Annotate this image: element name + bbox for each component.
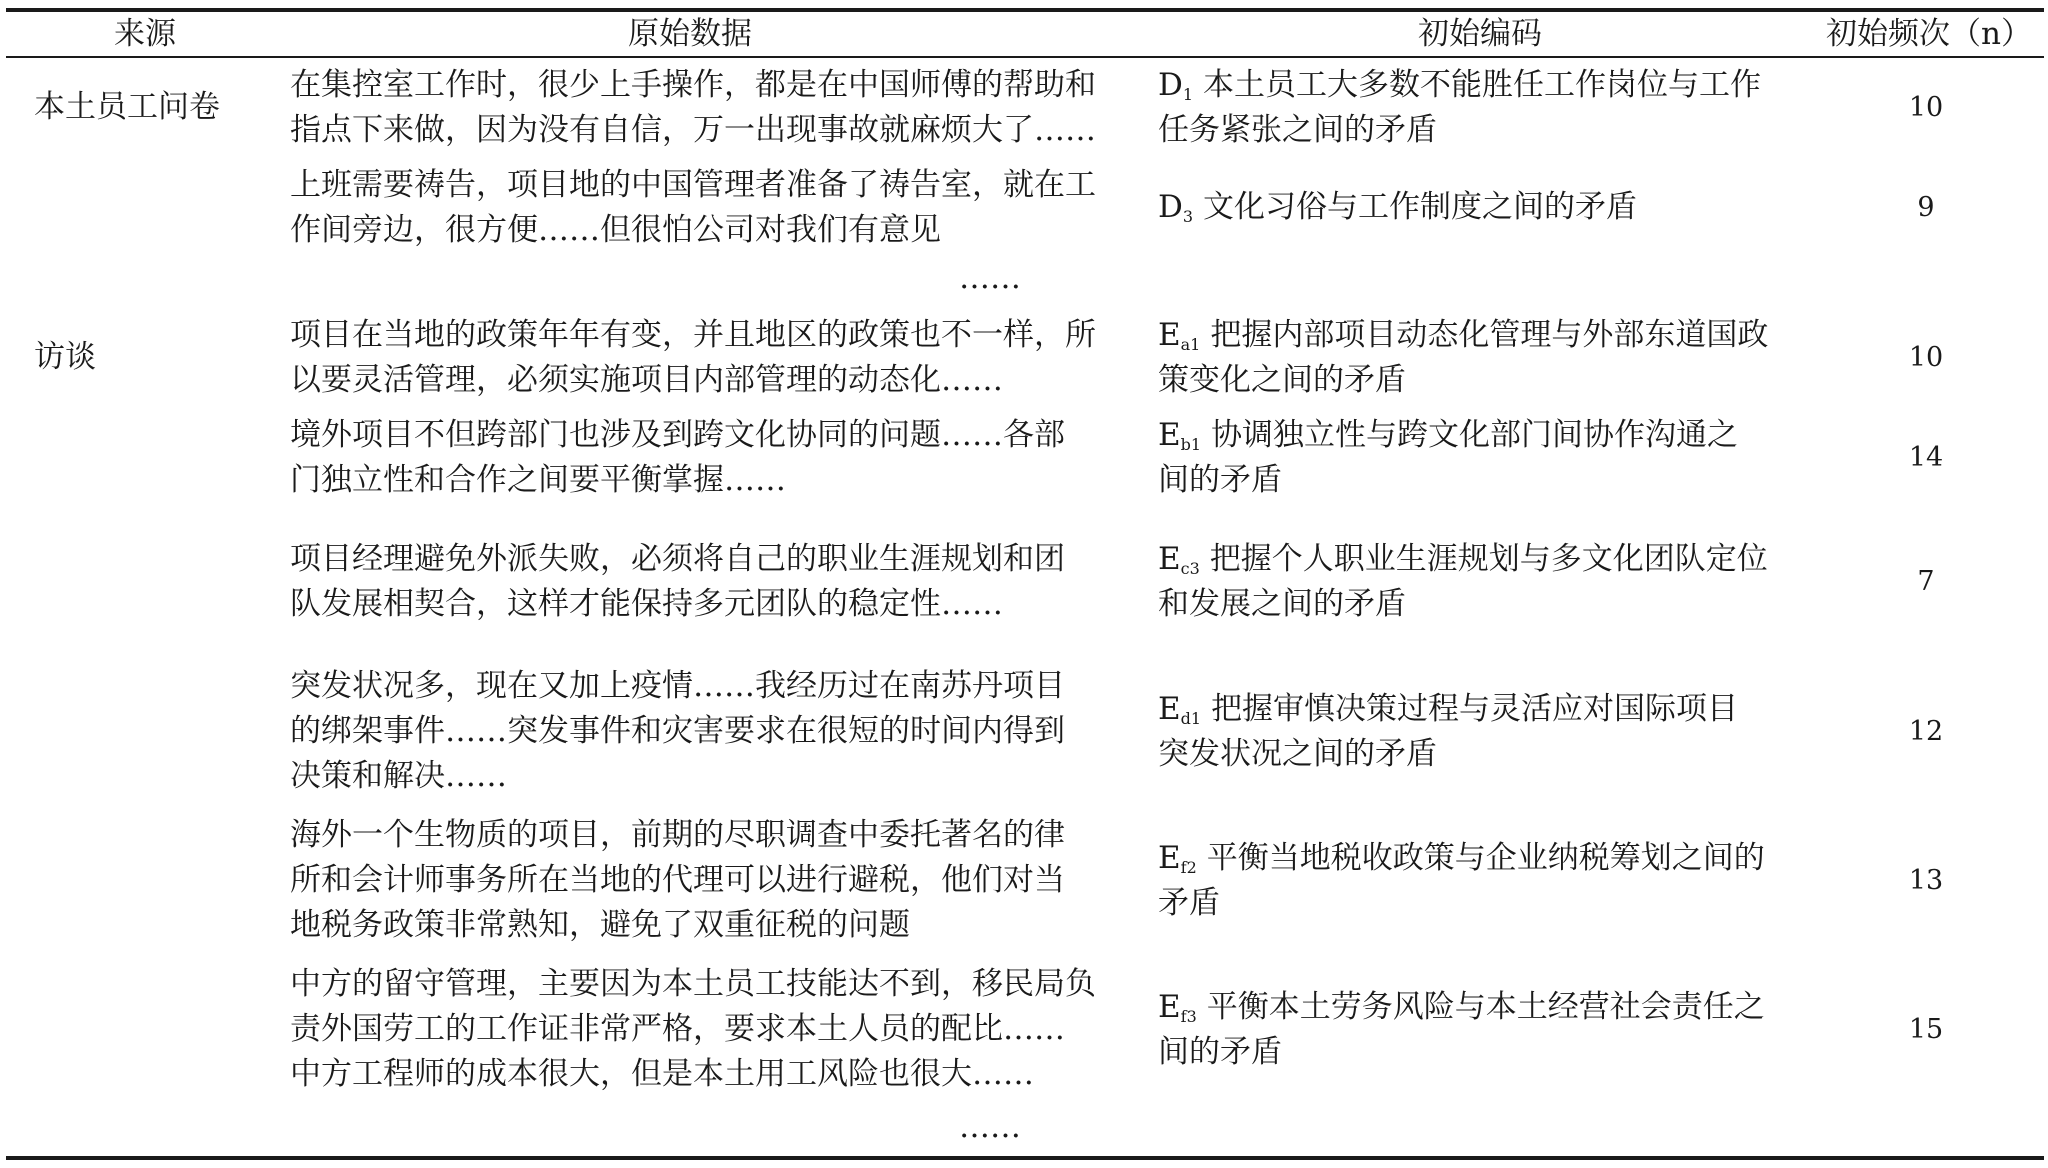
row-raw-line: 境外项目不但跨部门也涉及到跨文化协同的问题……各部 [290,417,1065,453]
table-bottom-rule [6,1156,2044,1160]
row-raw-line: 项目经理避免外派失败，必须将自己的职业生涯规划和团 [290,541,1065,577]
code-label: $D_1$ [1158,67,1194,104]
row-raw-line: 在集控室工作时，很少上手操作，都是在中国师傅的帮助和 [290,67,1096,103]
row-code-line: 矛盾 [1158,885,1220,921]
row-raw-line: 海外一个生物质的项目，前期的尽职调查中委托著名的律 [290,817,1065,853]
row-code-line: 间的矛盾 [1158,1034,1282,1070]
row-frequency: 12 [1908,716,1944,747]
row-code-line: $E_{f3}$ 平衡本土劳务风险与本土经营社会责任之 [1158,985,1765,1030]
table-header-rule [6,56,2044,58]
row-frequency: 10 [1908,342,1944,373]
header-raw-data: 原始数据 [628,16,752,52]
row-raw-line: 地税务政策非常熟知，避免了双重征税的问题 [290,907,910,943]
row-frequency: 7 [1917,566,1935,597]
table-top-rule [6,8,2044,12]
row-frequency: 15 [1908,1014,1944,1045]
row-code-line: $E_{f2}$ 平衡当地税收政策与企业纳税筹划之间的 [1158,836,1765,881]
row-raw-line: 指点下来做，因为没有自信，万一出现事故就麻烦大了…… [290,112,1096,148]
row-code-line: $D_3$ 文化习俗与工作制度之间的矛盾 [1158,185,1637,230]
row-raw-line: 所和会计师事务所在当地的代理可以进行避税，他们对当 [290,862,1065,898]
header-source: 来源 [114,16,176,52]
code-label: $E_{b1}$ [1158,417,1202,454]
row-raw-line: 决策和解决…… [290,758,507,794]
row-raw-line: 中方的留守管理，主要因为本土员工技能达不到，移民局负 [290,966,1096,1002]
row-frequency: 10 [1908,92,1944,123]
row-code-line: 策变化之间的矛盾 [1158,362,1406,398]
row-code-line: $E_{b1}$ 协调独立性与跨文化部门间协作沟通之 [1158,413,1738,458]
row-code-line: $D_1$ 本土员工大多数不能胜任工作岗位与工作 [1158,63,1761,108]
ellipsis-continuation: …… [959,1109,1021,1145]
row-frequency: 14 [1908,442,1944,473]
row-source: 本土员工问卷 [34,89,220,125]
code-label: $E_{d1}$ [1158,691,1202,728]
row-code-line: $E_{a1}$ 把握内部项目动态化管理与外部东道国政 [1158,313,1768,358]
row-raw-line: 以要灵活管理，必须实施项目内部管理的动态化…… [290,362,1003,398]
row-raw-line: 队发展相契合，这样才能保持多元团队的稳定性…… [290,586,1003,622]
code-label: $E_{f3}$ [1158,989,1197,1026]
row-code-line: 突发状况之间的矛盾 [1158,736,1437,772]
row-frequency: 13 [1908,865,1944,896]
ellipsis-continuation: …… [959,260,1021,296]
row-raw-line: 项目在当地的政策年年有变，并且地区的政策也不一样，所 [290,317,1096,353]
row-code-line: $E_{c3}$ 把握个人职业生涯规划与多文化团队定位 [1158,537,1768,582]
row-raw-line: 责外国劳工的工作证非常严格，要求本土人员的配比…… [290,1011,1065,1047]
row-code-line: 任务紧张之间的矛盾 [1158,112,1437,148]
code-label: $E_{a1}$ [1158,317,1201,354]
row-code-line: $E_{d1}$ 把握审慎决策过程与灵活应对国际项目 [1158,687,1738,732]
code-label: $E_{f2}$ [1158,840,1197,877]
row-source: 访谈 [34,339,96,375]
header-initial-frequency: 初始频次（n） [1826,16,2032,52]
row-raw-line: 突发状况多，现在又加上疫情……我经历过在南苏丹项目 [290,668,1065,704]
row-raw-line: 门独立性和合作之间要平衡掌握…… [290,462,786,498]
row-raw-line: 中方工程师的成本很大，但是本土用工风险也很大…… [290,1056,1034,1092]
row-code-line: 间的矛盾 [1158,462,1282,498]
code-label: $E_{c3}$ [1158,541,1200,578]
row-raw-line: 上班需要祷告，项目地的中国管理者准备了祷告室，就在工 [290,167,1096,203]
row-raw-line: 的绑架事件……突发事件和灾害要求在很短的时间内得到 [290,713,1065,749]
code-label: $D_3$ [1158,189,1194,226]
row-code-line: 和发展之间的矛盾 [1158,586,1406,622]
row-raw-line: 作间旁边，很方便……但很怕公司对我们有意见 [290,212,941,248]
row-frequency: 9 [1917,192,1935,223]
header-initial-code: 初始编码 [1418,16,1542,52]
